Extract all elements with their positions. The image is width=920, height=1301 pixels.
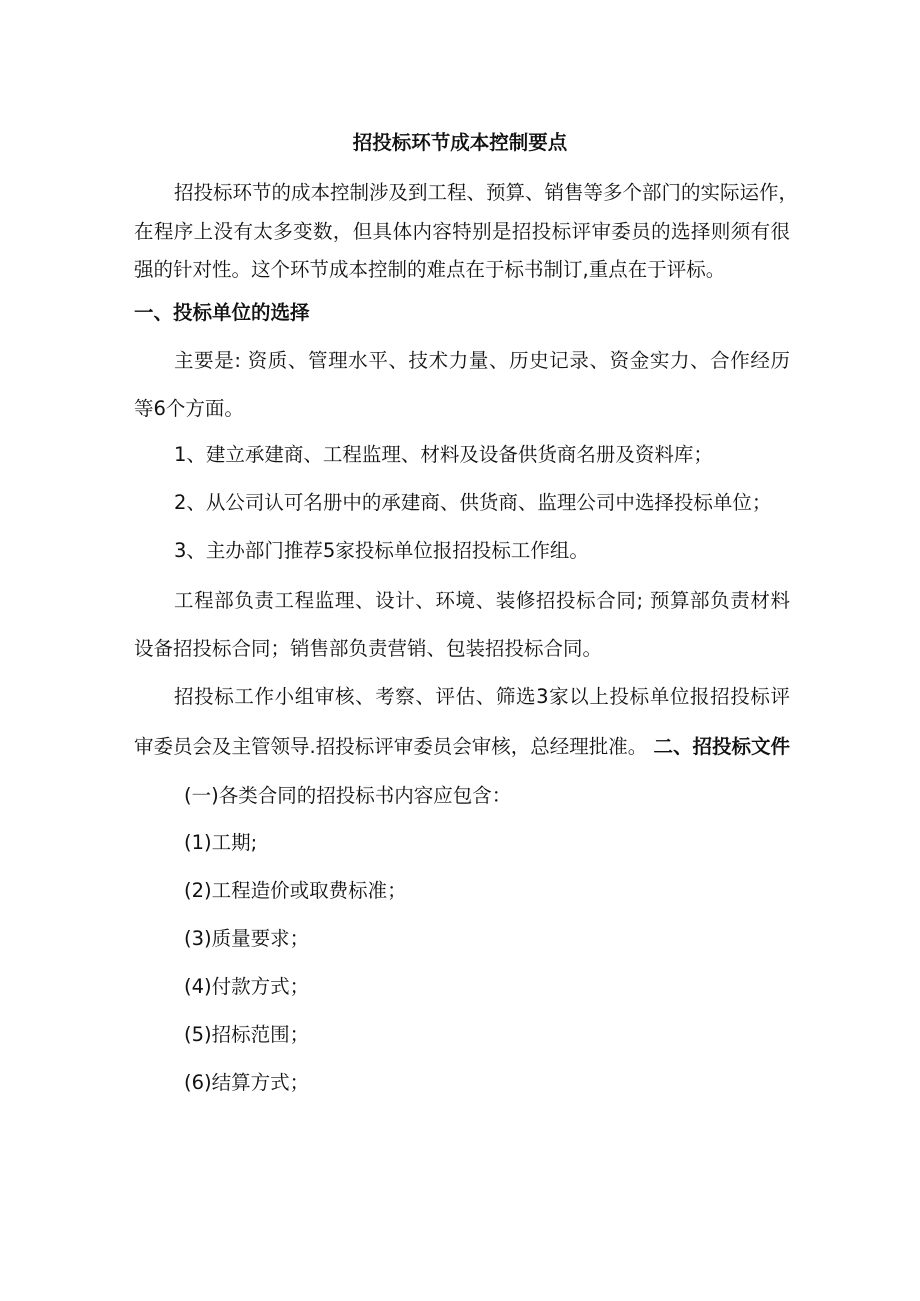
sub-heading: (一)各类合同的招投标书内容应包含：: [184, 784, 512, 807]
list-item: 2、从公司认可名册中的承建商、供货商、监理公司中选择投标单位；: [174, 491, 772, 514]
intro-line: 在程序上没有太多变数，但具体内容特别是招投标评审委员的选择则须有很: [134, 220, 790, 243]
list-item: (6)结算方式；: [184, 1071, 310, 1094]
list-item: (5)招标范围；: [184, 1023, 310, 1046]
paragraph-line: 主要是: 资质、管理水平、技术力量、历史记录、资金实力、合作经历: [174, 349, 790, 372]
list-item: (2)工程造价或取费标准；: [184, 879, 407, 902]
paragraph-line: 设备招投标合同；销售部负责营销、包装招投标合同。: [134, 637, 603, 660]
intro-line: 强的针对性。这个环节成本控制的难点在于标书制订,重点在于评标。: [134, 258, 726, 281]
paragraph-line: 工程部负责工程监理、设计、环境、装修招投标合同; 预算部负责材料: [174, 589, 790, 612]
list-item: 3、主办部门推荐5家投标单位报招投标工作组。: [174, 539, 589, 562]
list-item: (3)质量要求；: [184, 927, 310, 950]
section-heading: 二、招投标文件: [653, 735, 790, 758]
document-title: 招投标环节成本控制要点: [352, 131, 568, 154]
paragraph-text: 审委员会及主管领导.招投标评审委员会审核，总经理批准。: [134, 735, 648, 758]
intro-line: 招投标环节的成本控制涉及到工程、预算、销售等多个部门的实际运作，: [174, 181, 799, 204]
list-item: 1、建立承建商、工程监理、材料及设备供货商名册及资料库；: [174, 443, 713, 466]
section-heading: 一、投标单位的选择: [134, 301, 310, 324]
list-item: (1)工期;: [184, 831, 258, 854]
paragraph-line: 等6个方面。: [134, 397, 244, 420]
paragraph-line: 招投标工作小组审核、考察、评估、筛选3家以上投标单位报招投标评: [174, 685, 790, 708]
list-item: (4)付款方式；: [184, 975, 310, 998]
paragraph-line-with-heading: [134, 734, 790, 760]
